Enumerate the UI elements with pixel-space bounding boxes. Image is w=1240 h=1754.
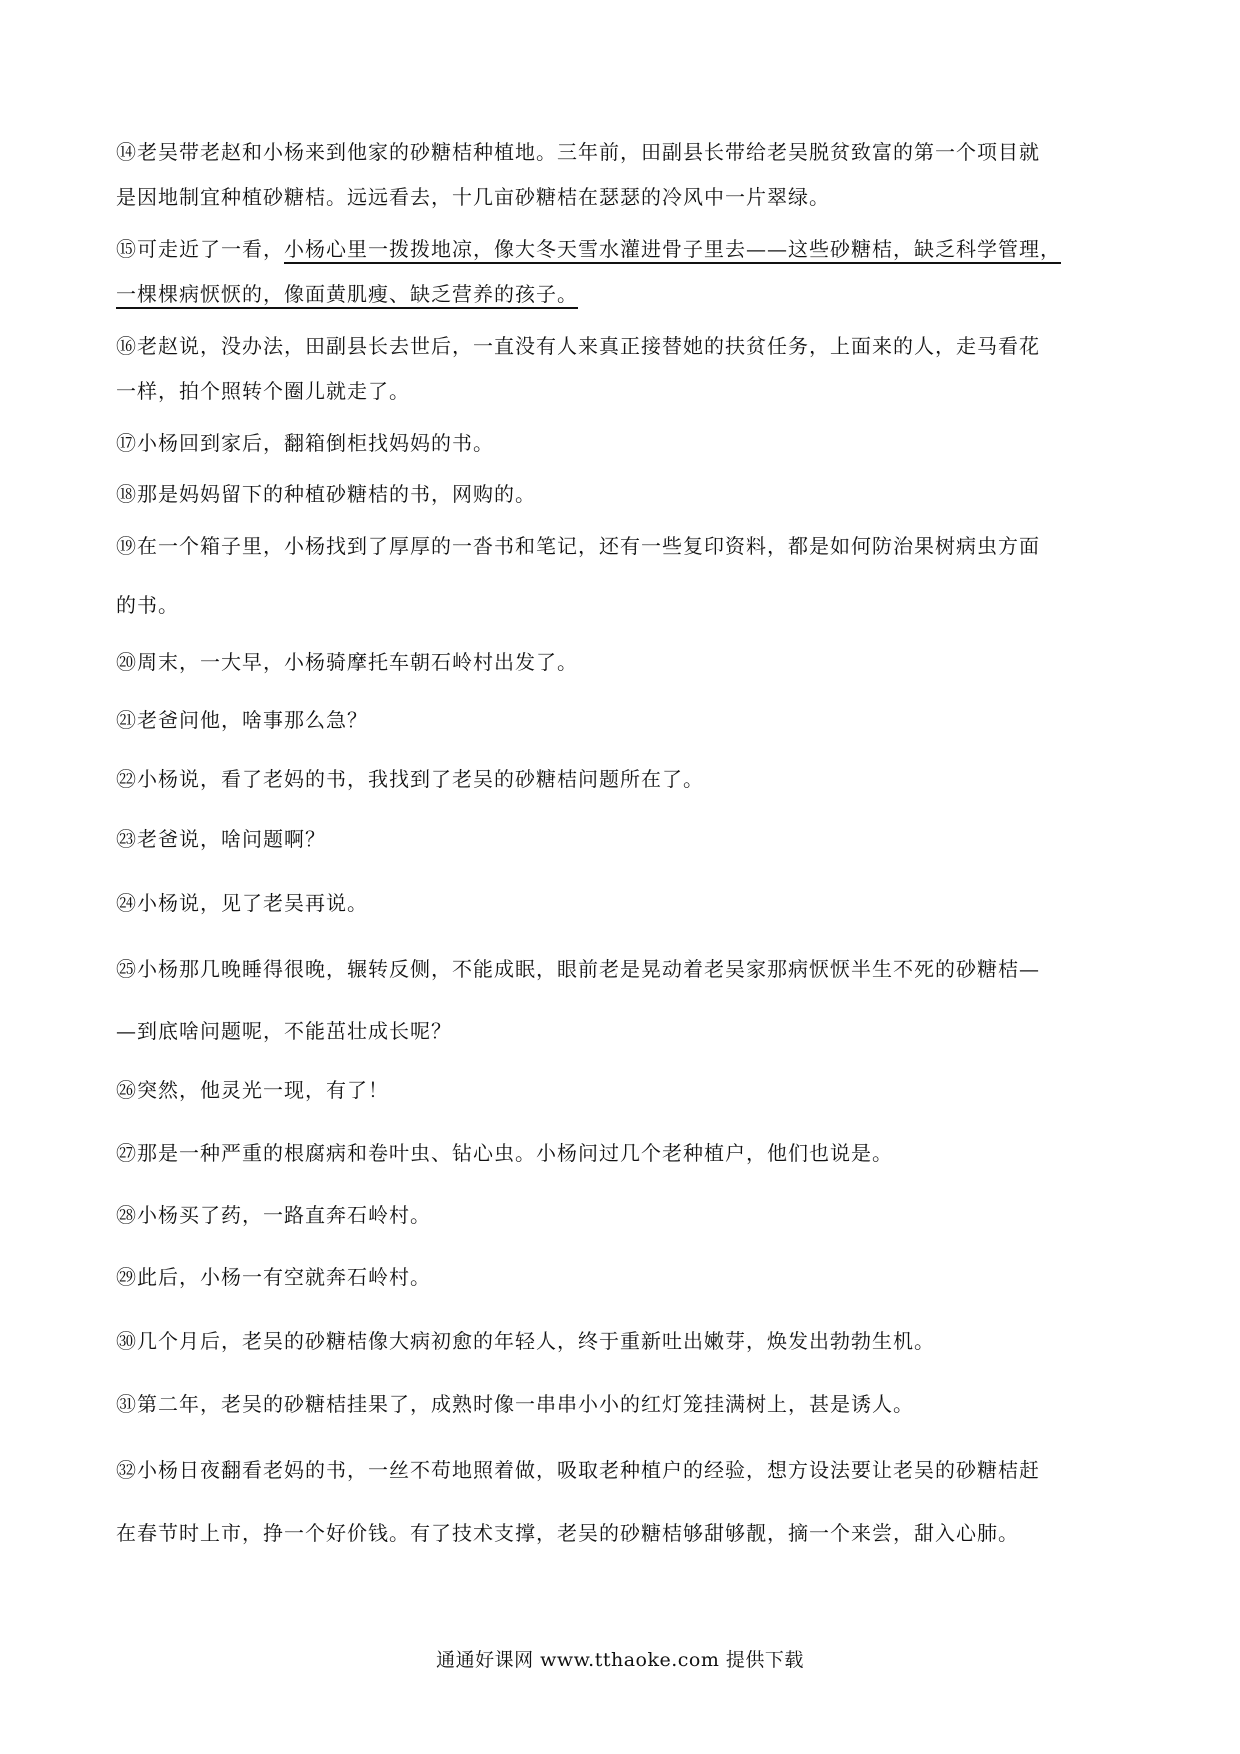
text-line: ㉕小杨那几晚睡得很晚，辗转反侧，不能成眠，眼前老是晃动着老吴家那病恹恹半生不死的砂糖桔— <box>116 957 1040 981</box>
text-line: ㉑老爸问他，啥事那么急？ <box>116 708 368 732</box>
text-line: 的书。 <box>116 593 179 617</box>
text-line: ㉓老爸说，啥问题啊？ <box>116 827 326 851</box>
text-line <box>116 279 578 309</box>
underlined-text: 一棵棵病恹恹的，像面黄肌瘦、缺乏营养的孩子。 <box>116 282 578 306</box>
text-line: ㉒小杨说，看了老妈的书，我找到了老吴的砂糖桔问题所在了。 <box>116 767 704 791</box>
text-line: ⑰小杨回到家后，翻箱倒柜找妈妈的书。 <box>116 431 494 455</box>
text-line: ㉛第二年，老吴的砂糖桔挂果了，成熟时像一串串小小的红灯笼挂满树上，甚是诱人。 <box>116 1392 914 1416</box>
text-line: ⑭老吴带老赵和小杨来到他家的砂糖桔种植地。三年前，田副县长带给老吴脱贫致富的第一个项目就 <box>116 140 1040 164</box>
text-segment: ⑮可走近了一看， <box>116 237 284 261</box>
text-line: ㉗那是一种严重的根腐病和卷叶虫、钻心虫。小杨问过几个老种植户，他们也说是。 <box>116 1141 893 1165</box>
text-line: ⑱那是妈妈留下的种植砂糖桔的书，网购的。 <box>116 482 536 506</box>
text-line: ㉔小杨说，见了老吴再说。 <box>116 891 368 915</box>
text-line: ㉘小杨买了药，一路直奔石岭村。 <box>116 1203 431 1227</box>
text-line: —到底啥问题呢，不能茁壮成长呢？ <box>116 1019 452 1043</box>
text-line <box>116 234 1061 264</box>
text-line: ㉖突然，他灵光一现，有了！ <box>116 1078 389 1102</box>
text-line: ㉜小杨日夜翻看老妈的书，一丝不苟地照着做，吸取老种植户的经验，想方设法要让老吴的砂糖桔赶 <box>116 1458 1040 1482</box>
text-line: ⑲在一个箱子里，小杨找到了厚厚的一沓书和笔记，还有一些复印资料，都是如何防治果树病虫方面 <box>116 534 1040 558</box>
text-line: 一样，拍个照转个圈儿就走了。 <box>116 379 410 403</box>
text-line: ⑯老赵说，没办法，田副县长去世后，一直没有人来真正接替她的扶贫任务，上面来的人，走马看花 <box>116 334 1040 358</box>
text-line: 在春节时上市，挣一个好价钱。有了技术支撑，老吴的砂糖桔够甜够靓，摘一个来尝，甜入心肺。 <box>116 1521 1019 1545</box>
text-line: ㉚几个月后，老吴的砂糖桔像大病初愈的年轻人，终于重新吐出嫩芽，焕发出勃勃生机。 <box>116 1329 935 1353</box>
page-footer: 通通好课网 www.tthaoke.com 提供下载 <box>436 1649 804 1671</box>
underlined-text: 小杨心里一拨拨地凉，像大冬天雪水灌进骨子里去——这些砂糖桔，缺乏科学管理， <box>284 237 1061 261</box>
text-line: 是因地制宜种植砂糖桔。远远看去，十几亩砂糖桔在瑟瑟的冷风中一片翠绿。 <box>116 185 830 209</box>
text-line: ⑳周末，一大早，小杨骑摩托车朝石岭村出发了。 <box>116 650 578 674</box>
text-line: ㉙此后，小杨一有空就奔石岭村。 <box>116 1265 431 1289</box>
